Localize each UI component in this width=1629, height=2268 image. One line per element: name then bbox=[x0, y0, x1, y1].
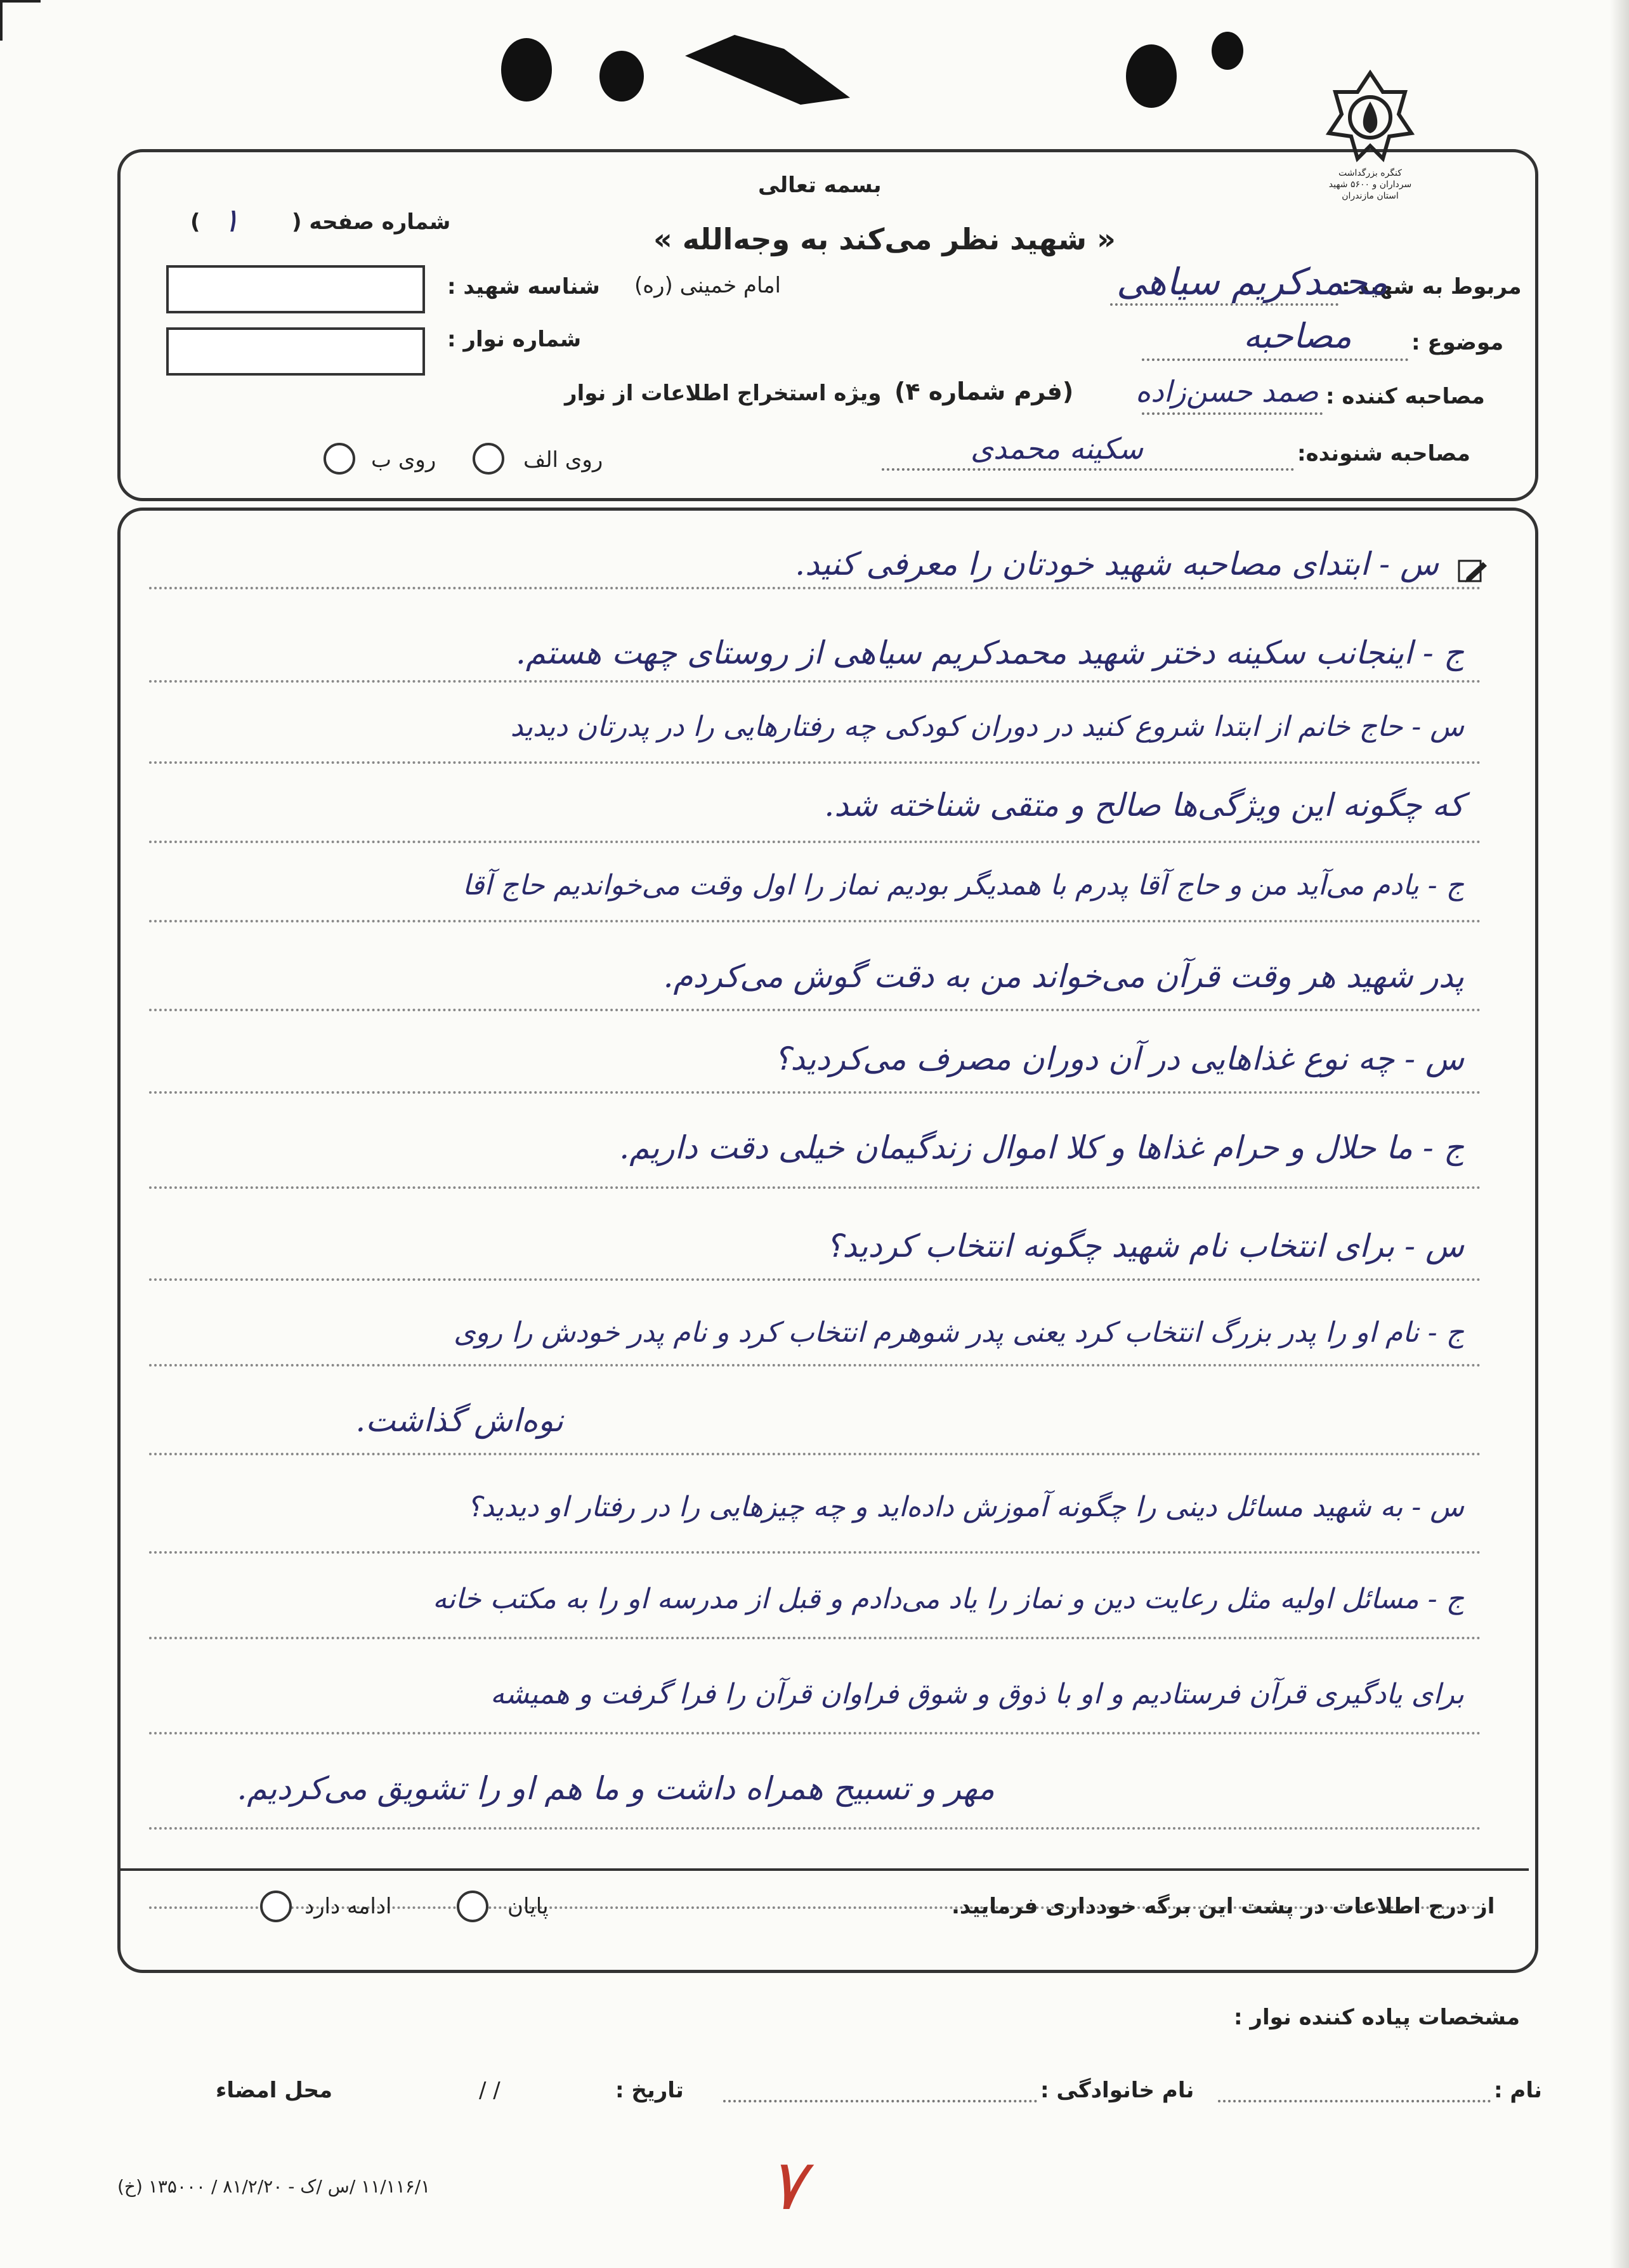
transcript-line: س - برای انتخاب نام شهید چگونه انتخاب کردید؟ bbox=[825, 1228, 1464, 1264]
side-b-label: روی ب bbox=[371, 447, 436, 473]
side-a-radio[interactable] bbox=[473, 443, 504, 475]
transcript-line: ج - مسائل اولیه مثل رعایت دین و نماز را یاد می‌دادم و قبل از مدرسه او را به مکتب خانه bbox=[433, 1583, 1464, 1615]
continue-radio[interactable] bbox=[260, 1891, 292, 1922]
transcriber-title: مشخصات پیاده کننده نوار : bbox=[1234, 2005, 1521, 2030]
interviewee-label: مصاحبه شنونده: bbox=[1297, 441, 1470, 466]
ruled-line bbox=[149, 1732, 1481, 1734]
ruled-line bbox=[149, 587, 1481, 589]
page-number-value: ۱ bbox=[222, 202, 240, 240]
interviewer-line bbox=[1142, 412, 1323, 415]
page-mark: ۷ bbox=[768, 2144, 806, 2225]
related-martyr-line bbox=[1110, 303, 1338, 306]
side-a-label: روی الف bbox=[523, 447, 603, 473]
tape-number-label: شماره نوار : bbox=[447, 327, 582, 352]
transcript-line: نوه‌اش گذاشت. bbox=[355, 1402, 563, 1439]
ruled-line bbox=[149, 1091, 1481, 1094]
transcript-line: پدر شهید هر وقت قرآن می‌خواند من به دقت گوش می‌کردم. bbox=[663, 958, 1464, 995]
transcript-line: برای یادگیری قرآن فرستادیم و او با ذوق و شوق فراوان قرآن را فرا گرفت و همیشه bbox=[490, 1678, 1464, 1710]
bismillah-title: بسمه تعالی bbox=[758, 173, 882, 198]
interviewee-value: سکینه محمدی bbox=[971, 431, 1144, 466]
martyr-id-field[interactable] bbox=[166, 265, 425, 313]
interviewer-value: صمد حسن‌زاده bbox=[1135, 374, 1319, 409]
continue-label: ادامه دارد bbox=[304, 1894, 392, 1919]
notice-text: از درج اطلاعات در پشت این برگه خودداری فرمایید. bbox=[952, 1894, 1495, 1919]
ruled-line bbox=[149, 1278, 1481, 1281]
transcript-line: س - به شهید مسائل دینی را چگونه آموزش داده‌اید و چه چیزهایی را در رفتار او دیدید؟ bbox=[466, 1491, 1464, 1523]
ruled-line bbox=[149, 841, 1481, 843]
ruled-line bbox=[149, 920, 1481, 922]
transcript-line: که چگونه این ویژگی‌ها صالح و متقی شناخته شد. bbox=[824, 787, 1464, 823]
ruled-line bbox=[149, 1186, 1481, 1189]
punch-hole bbox=[501, 38, 552, 102]
ruled-line bbox=[149, 1453, 1481, 1455]
transcript-line: ج - یادم می‌آید من و حاج آقا پدرم با همدیگر بودیم نماز را اول وقت می‌خواندیم حاج آقا bbox=[462, 869, 1464, 901]
topic-value: مصاحبه bbox=[1243, 316, 1352, 356]
page-edge-shadow bbox=[1610, 0, 1629, 2268]
date-label: تاریخ : bbox=[615, 2078, 684, 2103]
punch-hole-torn bbox=[685, 35, 850, 105]
martyr-id-label: شناسه شهید : bbox=[447, 274, 600, 299]
transcript-line: ج - ما حلال و حرام غذاها و کلا اموال زندگیمان خیلی دقت داریم. bbox=[619, 1129, 1464, 1166]
footer-divider bbox=[121, 1868, 1529, 1871]
ruled-line bbox=[149, 1009, 1481, 1011]
ruled-line bbox=[149, 1637, 1481, 1639]
form-number-label: (فرم شماره ۴) bbox=[894, 377, 1074, 405]
name-line bbox=[1218, 2100, 1491, 2102]
interviewee-line bbox=[882, 468, 1294, 471]
ruled-line bbox=[149, 1551, 1481, 1554]
topic-line bbox=[1142, 358, 1408, 361]
punch-hole bbox=[599, 51, 644, 102]
page-number-close: ) bbox=[190, 209, 200, 235]
quote-title: « شهید نظر می‌کند به وجه‌الله » bbox=[653, 222, 1116, 256]
interviewer-label: مصاحبه کننده : bbox=[1326, 384, 1485, 409]
transcript-line: ج - اینجانب سکینه دختر شهید محمدکریم سیاهی از روستای چهت هستم. bbox=[515, 634, 1464, 671]
related-martyr-value: محمدکریم سیاهی bbox=[1116, 260, 1388, 303]
corner-mark bbox=[0, 0, 41, 41]
punch-hole bbox=[1212, 32, 1243, 70]
end-radio[interactable] bbox=[457, 1891, 488, 1922]
form-description: ویژه استخراج اطلاعات از نوار bbox=[565, 381, 882, 406]
ruled-line bbox=[149, 680, 1481, 683]
family-line bbox=[723, 2100, 1037, 2102]
transcript-line: س - چه نوع غذاهایی در آن دوران مصرف می‌کردید؟ bbox=[773, 1040, 1464, 1077]
transcript-line: س - ابتدای مصاحبه شهید خودتان را معرفی کنید. bbox=[795, 546, 1439, 582]
name-label: نام : bbox=[1494, 2078, 1542, 2103]
ruled-line bbox=[149, 1364, 1481, 1367]
punch-hole bbox=[1126, 44, 1177, 108]
ruled-line bbox=[149, 761, 1481, 764]
end-label: پایان bbox=[507, 1894, 549, 1919]
transcript-line: مهر و تسبیح همراه داشت و ما هم او را تشویق می‌کردیم. bbox=[237, 1770, 995, 1807]
date-slashes: / / bbox=[479, 2078, 500, 2103]
related-martyr-label: مربوط به شهید : bbox=[1342, 274, 1522, 299]
print-code: ۱۱/۱۱۶/۱ /س /ک - ۸۱/۲/۲۰ / ۱۳۵۰۰۰ (خ) bbox=[117, 2176, 431, 2197]
logo-caption: کنگره بزرگداشت سرداران و ۵۶۰۰ شهید استان مازندران bbox=[1328, 168, 1412, 201]
ruled-line bbox=[149, 1827, 1481, 1830]
transcript-line: ج - نام او را پدر بزرگ انتخاب کرد یعنی پدر شوهرم انتخاب کرد و نام پدر خودش را روی bbox=[454, 1316, 1464, 1349]
transcript-line: س - حاج خانم از ابتدا شروع کنید در دوران کودکی چه رفتارهایی را در پدرتان دیدید bbox=[510, 711, 1464, 743]
quote-author: امام خمینی (ره) bbox=[634, 273, 781, 298]
topic-label: موضوع : bbox=[1411, 330, 1504, 355]
emblem-logo bbox=[1323, 70, 1418, 201]
page-number-label: شماره صفحه ( bbox=[292, 209, 451, 235]
signature-label: محل امضاء bbox=[216, 2078, 333, 2103]
family-label: نام خانوادگی : bbox=[1040, 2078, 1194, 2103]
pen-icon bbox=[1458, 558, 1488, 584]
side-b-radio[interactable] bbox=[324, 443, 355, 475]
tape-number-field[interactable] bbox=[166, 327, 425, 376]
